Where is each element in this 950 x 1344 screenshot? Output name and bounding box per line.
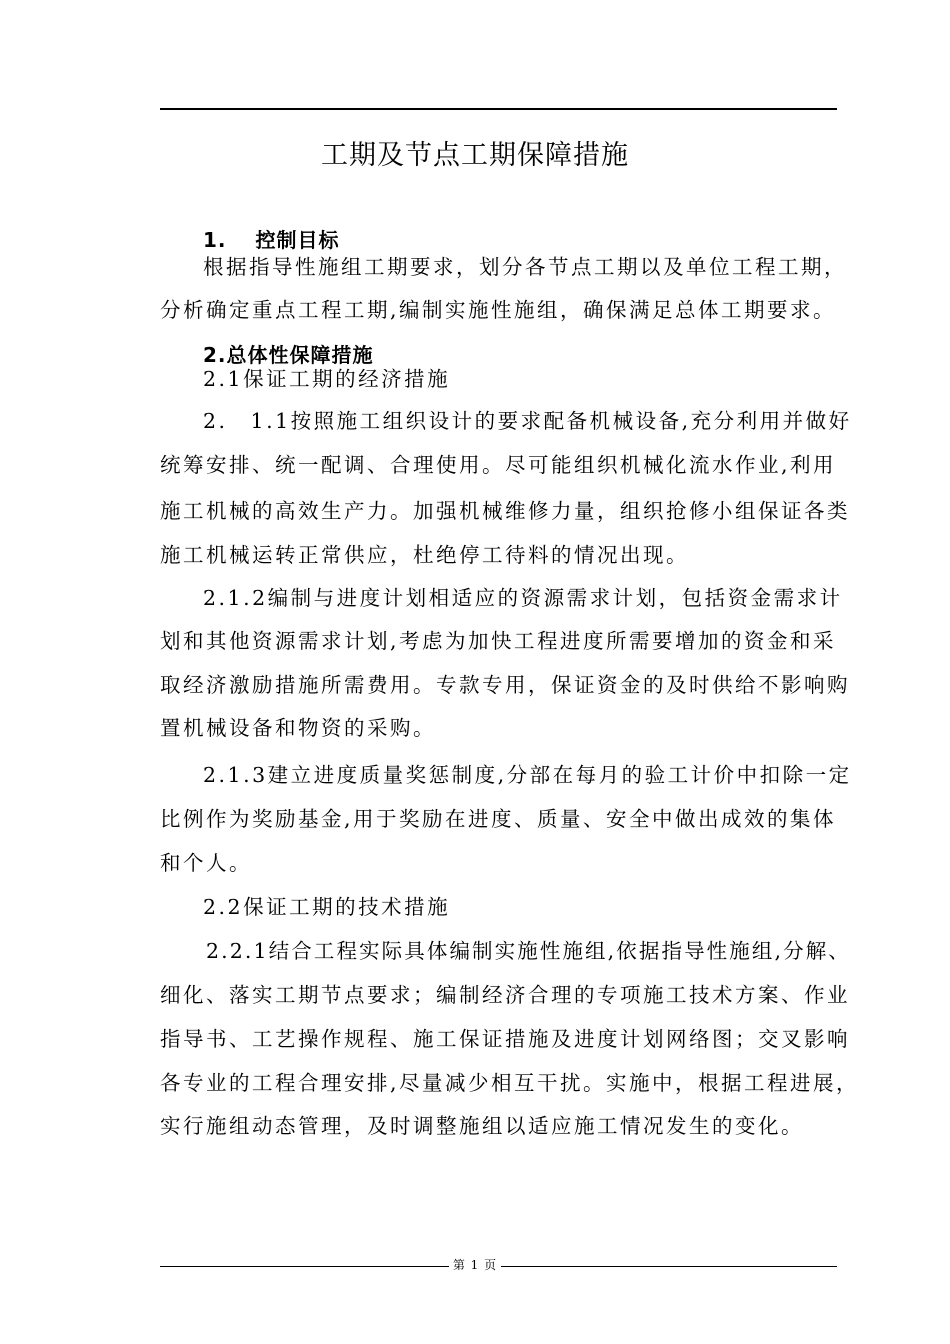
header-rule — [160, 108, 837, 110]
paragraph-line: 实行施组动态管理，及时调整施组以适应施工情况发生的变化。 — [160, 1114, 804, 1138]
paragraph-line: 各专业的工程合理安排,尽量减少相互干扰。实施中，根据工程进展， — [160, 1071, 860, 1095]
subheading-2-1: 2.1保证工期的经济措施 — [203, 367, 451, 391]
heading-2: 2.总体性保障措施 — [203, 343, 374, 367]
paragraph-line: 细化、落实工期节点要求；编制经济合理的专项施工技术方案、作业 — [160, 983, 850, 1007]
paragraph-line: 2. 1.1按照施工组织设计的要求配备机械设备,充分利用并做好 — [203, 409, 852, 433]
paragraph-line: 分析确定重点工程工期,编制实施性施组，确保满足总体工期要求。 — [160, 298, 837, 322]
paragraph-line: 施工机械运转正常供应，杜绝停工待料的情况出现。 — [160, 543, 689, 567]
paragraph-line: 根据指导性施组工期要求，划分各节点工期以及单位工程工期， — [203, 255, 847, 279]
paragraph-line: 统筹安排、统一配调、合理使用。尽可能组织机械化流水作业,利用 — [160, 453, 837, 477]
heading-1: 1. 控制目标 — [203, 228, 340, 252]
paragraph-line: 和个人。 — [160, 851, 252, 875]
paragraph-line: 2.1.2编制与进度计划相适应的资源需求计划，包括资金需求计 — [203, 586, 843, 610]
page-number-text: 第 1 页 — [449, 1258, 501, 1272]
paragraph-line: 比例作为奖励基金,用于奖励在进度、质量、安全中做出成效的集体 — [160, 807, 837, 831]
subheading-2-2: 2.2保证工期的技术措施 — [203, 895, 451, 919]
paragraph-line: 指导书、工艺操作规程、施工保证措施及进度计划网络图；交叉影响 — [160, 1027, 850, 1051]
page-title: 工期及节点工期保障措施 — [321, 140, 629, 171]
paragraph-line: 施工机械的高效生产力。加强机械维修力量，组织抢修小组保证各类 — [160, 499, 850, 523]
page-number — [0, 1256, 950, 1273]
paragraph-line: 划和其他资源需求计划,考虑为加快工程进度所需要增加的资金和采 — [160, 629, 837, 653]
paragraph-line: 2.1.3建立进度质量奖惩制度,分部在每月的验工计价中扣除一定 — [203, 763, 852, 787]
paragraph-line: 取经济激励措施所需费用。专款专用，保证资金的及时供给不影响购 — [160, 673, 850, 697]
paragraph-line: 置机械设备和物资的采购。 — [160, 716, 436, 740]
paragraph-line: 2.2.1结合工程实际具体编制实施性施组,依据指导性施组,分解、 — [206, 939, 851, 963]
